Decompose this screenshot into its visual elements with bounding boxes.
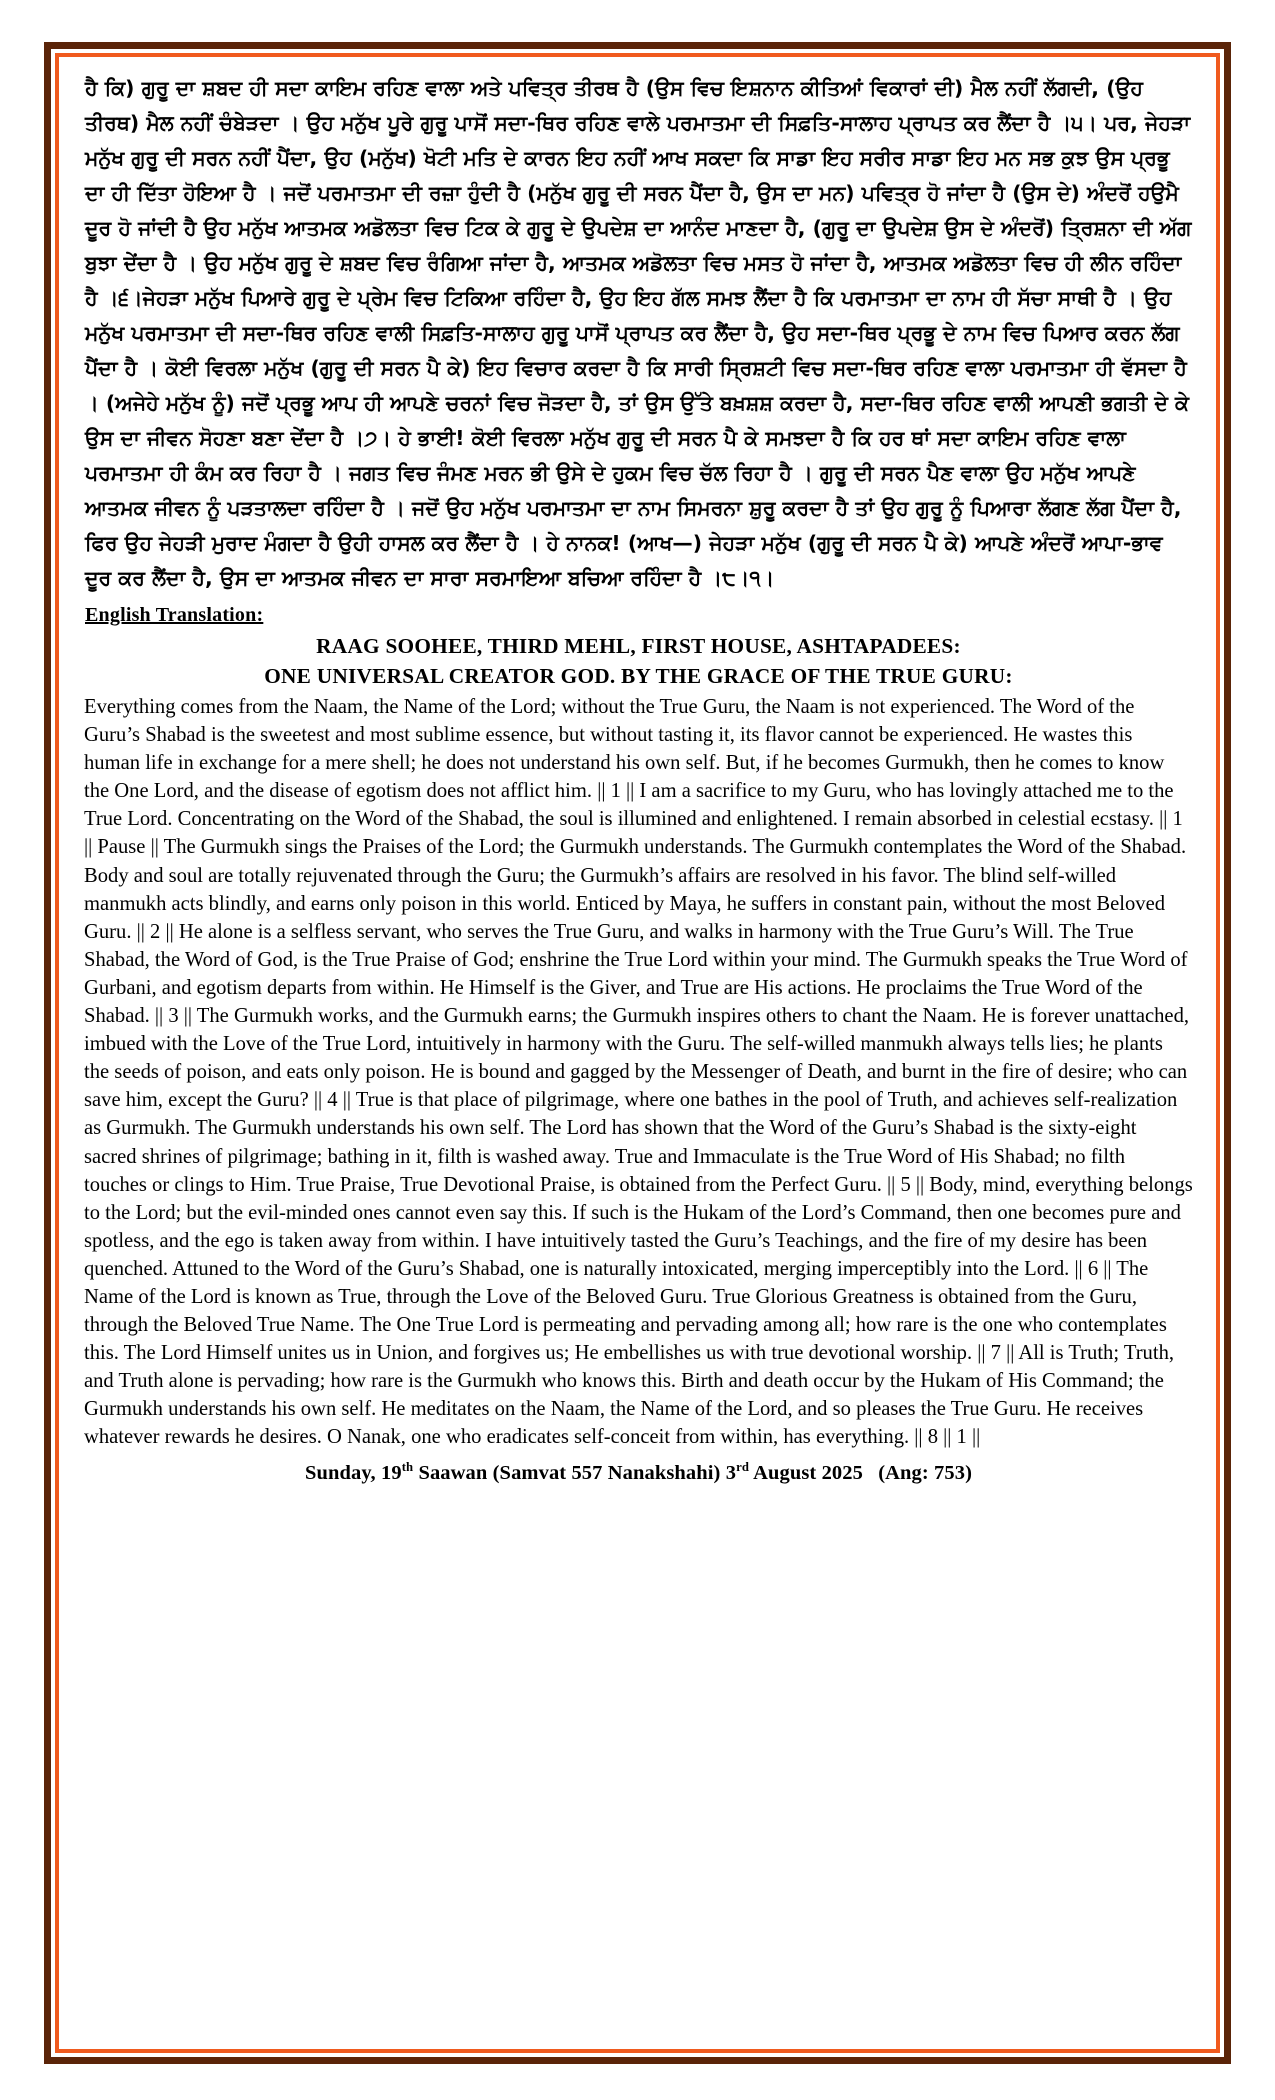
inner-border-frame	[55, 53, 1220, 2053]
outer-border-frame	[44, 42, 1231, 2064]
footer-day-number: 19	[381, 1461, 402, 1484]
page-content	[59, 57, 1216, 2049]
footer-greg-suffix: rd	[736, 1459, 749, 1474]
footer-day-suffix: th	[401, 1459, 414, 1474]
footer-month-samvat: Saawan (Samvat 557 Nanakshahi)	[418, 1461, 721, 1484]
gurmukhi-section	[83, 71, 1194, 596]
footer-weekday: Sunday,	[304, 1461, 376, 1484]
raag-title-line-1: RAAG SOOHEE, THIRD MEHL, FIRST HOUSE, ASHTAPADEES:	[316, 634, 961, 658]
footer-ang: (Ang: 753)	[878, 1461, 973, 1484]
footer-greg-day: 3	[725, 1461, 737, 1484]
gurmukhi-paragraph: ਹੈ ਕਿ) ਗੁਰੂ ਦਾ ਸ਼ਬਦ ਹੀ ਸਦਾ ਕਾਇਮ ਰਹਿਣ ਵਾਲਾ ਅਤੇ ਪਵਿਤ੍ਰ ਤੀਰਥ ਹੈ (ਉਸ ਵਿਚ ਇਸ਼ਨਾਨ ਕੀਤਿਆਂ ਵਿਕਾਰਾਂ ਦੀ) ਮੈਲ ਨਹੀਂ ਲੱਗਦੀ, (ਉਹ ਤੀਰਥ) ਮੈਲ ਨਹੀਂ ਚੰਬੇੜਦਾ । ਉਹ ਮਨੁੱਖ ਪੂਰੇ ਗੁਰੂ ਪਾਸੋਂ ਸਦਾ-ਥਿਰ ਰਹਿਣ ਵਾਲੇ ਪਰਮਾਤਮਾ ਦੀ ਸਿਫ਼ਤਿ-ਸਾਲਾਹ ਪ੍ਰਾਪਤ ਕਰ ਲੈਂਦਾ ਹੈ ।੫। ਪਰ, ਜੇਹੜਾ ਮਨੁੱਖ ਗੁਰੂ ਦੀ ਸਰਨ ਨਹੀਂ ਪੈਂਦਾ, ਉਹ (ਮਨੁੱਖ) ਖੋਟੀ ਮਤਿ ਦੇ ਕਾਰਨ ਇਹ ਨਹੀਂ ਆਖ ਸਕਦਾ ਕਿ ਸਾਡਾ ਇਹ ਸਰੀਰ ਸਾਡਾ ਇਹ ਮਨ ਸਭ ਕੁਝ ਉਸ ਪ੍ਰਭੂ ਦਾ ਹੀ ਦਿੱਤਾ ਹੋਇਆ ਹੈ । ਜਦੋਂ ਪਰਮਾਤਮਾ ਦੀ ਰਜ਼ਾ ਹੁੰਦੀ ਹੈ (ਮਨੁੱਖ ਗੁਰੂ ਦੀ ਸਰਨ ਪੈਂਦਾ ਹੈ, ਉਸ ਦਾ ਮਨ) ਪਵਿਤ੍ਰ ਹੋ ਜਾਂਦਾ ਹੈ (ਉਸ ਦੇ) ਅੰਦਰੋਂ ਹਉਮੈ ਦੂਰ ਹੋ ਜਾਂਦੀ ਹੈ ਉਹ ਮਨੁੱਖ ਆਤਮਕ ਅਡੋਲਤਾ ਵਿਚ ਟਿਕ ਕੇ ਗੁਰੂ ਦੇ ਉਪਦੇਸ਼ ਦਾ ਆਨੰਦ ਮਾਣਦਾ ਹੈ, (ਗੁਰੂ ਦਾ ਉਪਦੇਸ਼ ਉਸ ਦੇ ਅੰਦਰੋਂ) ਤ੍ਰਿਸ਼ਨਾ ਦੀ ਅੱਗ ਬੁਝਾ ਦੇਂਦਾ ਹੈ । ਉਹ ਮਨੁੱਖ ਗੁਰੂ ਦੇ ਸ਼ਬਦ ਵਿਚ ਰੰਗਿਆ ਜਾਂਦਾ ਹੈ, ਆਤਮਕ ਅਡੋਲਤਾ ਵਿਚ ਮਸਤ ਹੋ ਜਾਂਦਾ ਹੈ, ਆਤਮਕ ਅਡੋਲਤਾ ਵਿਚ ਹੀ ਲੀਨ ਰਹਿੰਦਾ ਹੈ ।੬।ਜੇਹੜਾ ਮਨੁੱਖ ਪਿਆਰੇ ਗੁਰੂ ਦੇ ਪ੍ਰੇਮ ਵਿਚ ਟਿਕਿਆ ਰਹਿੰਦਾ ਹੈ, ਉਹ ਇਹ ਗੱਲ ਸਮਝ ਲੈਂਦਾ ਹੈ ਕਿ ਪਰਮਾਤਮਾ ਦਾ ਨਾਮ ਹੀ ਸੱਚਾ ਸਾਥੀ ਹੈ । ਉਹ ਮਨੁੱਖ ਪਰਮਾਤਮਾ ਦੀ ਸਦਾ-ਥਿਰ ਰਹਿਣ ਵਾਲੀ ਸਿਫ਼ਤਿ-ਸਾਲਾਹ ਗੁਰੂ ਪਾਸੋਂ ਪ੍ਰਾਪਤ ਕਰ ਲੈਂਦਾ ਹੈ, ਉਹ ਸਦਾ-ਥਿਰ ਪ੍ਰਭੂ ਦੇ ਨਾਮ ਵਿਚ ਪਿਆਰ ਕਰਨ ਲੱਗ ਪੈਂਦਾ ਹੈ । ਕੋਈ ਵਿਰਲਾ ਮਨੁੱਖ (ਗੁਰੂ ਦੀ ਸਰਨ ਪੈ ਕੇ) ਇਹ ਵਿਚਾਰ ਕਰਦਾ ਹੈ ਕਿ ਸਾਰੀ ਸ੍ਰਿਸ਼ਟੀ ਵਿਚ ਸਦਾ-ਥਿਰ ਰਹਿਣ ਵਾਲਾ ਪਰਮਾਤਮਾ ਹੀ ਵੱਸਦਾ ਹੈ । (ਅਜੇਹੇ ਮਨੁੱਖ ਨੂੰ) ਜਦੋਂ ਪ੍ਰਭੂ ਆਪ ਹੀ ਆਪਣੇ ਚਰਨਾਂ ਵਿਚ ਜੋੜਦਾ ਹੈ, ਤਾਂ ਉਸ ਉੱਤੇ ਬਖ਼ਸ਼ਸ਼ ਕਰਦਾ ਹੈ, ਸਦਾ-ਥਿਰ ਰਹਿਣ ਵਾਲੀ ਆਪਣੀ ਭਗਤੀ ਦੇ ਕੇ ਉਸ ਦਾ ਜੀਵਨ ਸੋਹਣਾ ਬਣਾ ਦੇਂਦਾ ਹੈ ।੭। ਹੇ ਭਾਈ! ਕੋਈ ਵਿਰਲਾ ਮਨੁੱਖ ਗੁਰੂ ਦੀ ਸਰਨ ਪੈ ਕੇ ਸਮਝਦਾ ਹੈ ਕਿ ਹਰ ਥਾਂ ਸਦਾ ਕਾਇਮ ਰਹਿਣ ਵਾਲਾ ਪਰਮਾਤਮਾ ਹੀ ਕੰਮ ਕਰ ਰਿਹਾ ਹੈ । ਜਗਤ ਵਿਚ ਜੰਮਣ ਮਰਨ ਭੀ ਉਸੇ ਦੇ ਹੁਕਮ ਵਿਚ ਚੱਲ ਰਿਹਾ ਹੈ । ਗੁਰੂ ਦੀ ਸਰਨ ਪੈਣ ਵਾਲਾ ਉਹ ਮਨੁੱਖ ਆਪਣੇ ਆਤਮਕ ਜੀਵਨ ਨੂੰ ਪੜਤਾਲਦਾ ਰਹਿੰਦਾ ਹੈ । ਜਦੋਂ ਉਹ ਮਨੁੱਖ ਪਰਮਾਤਮਾ ਦਾ ਨਾਮ ਸਿਮਰਨਾ ਸ਼ੁਰੂ ਕਰਦਾ ਹੈ ਤਾਂ ਉਹ ਗੁਰੂ ਨੂੰ ਪਿਆਰਾ ਲੱਗਣ ਲੱਗ ਪੈਂਦਾ ਹੈ, ਫਿਰ ਉਹ ਜੇਹੜੀ ਮੁਰਾਦ ਮੰਗਦਾ ਹੈ ਉਹੀ ਹਾਸਲ ਕਰ ਲੈਂਦਾ ਹੈ । ਹੇ ਨਾਨਕ! (ਆਖ—) ਜੇਹੜਾ ਮਨੁੱਖ (ਗੁਰੂ ਦੀ ਸਰਨ ਪੈ ਕੇ) ਆਪਣੇ ਅੰਦਰੋਂ ਆਪਾ-ਭਾਵ ਦੂਰ ਕਰ ਲੈਂਦਾ ਹੈ, ਉਸ ਦਾ ਆਤਮਕ ਜੀਵਨ ਦਾ ਸਾਰਾ ਸਰਮਾਇਆ ਬਚਿਆ ਰਹਿੰਦਾ ਹੈ ।੮।੧।	[85, 76, 1192, 590]
english-body-paragraph: Everything comes from the Naam, the Name of the Lord; without the True Guru, the Naam is not experienced. The Word of the Guru’s Shabad is the sweetest and most sublime essence, but without tasting it, its flavor cannot be experienced. He wastes this human life in exchange for a mere shell; he does not understand his own self. But, if he becomes Gurmukh, then he comes to know the One Lord, and the disease of egotism does not afflict him. || 1 || I am a sacrifice to my Guru, who has lovingly attached me to the True Lord. Concentrating on the Word of the Shabad, the soul is illumined and enlightened. I remain absorbed in celestial ecstasy. || 1 || Pause || The Gurmukh sings the Praises of the Lord; the Gurmukh understands. The Gurmukh contemplates the Word of the Shabad. Body and soul are totally rejuvenated through the Guru; the Gurmukh’s affairs are resolved in his favor. The blind self-willed manmukh acts blindly, and earns only poison in this world. Enticed by Maya, he suffers in constant pain, without the most Beloved Guru. || 2 || He alone is a selfless servant, who serves the True Guru, and walks in harmony with the True Guru’s Will. The True Shabad, the Word of God, is the True Praise of God; enshrine the True Lord within your mind. The Gurmukh speaks the True Word of Gurbani, and egotism departs from within. He Himself is the Giver, and True are His actions. He proclaims the True Word of the Shabad. || 3 || The Gurmukh works, and the Gurmukh earns; the Gurmukh inspires others to chant the Naam. He is forever unattached, imbued with the Love of the True Lord, intuitively in harmony with the Guru. The self-willed manmukh always tells lies; he plants the seeds of poison, and eats only poison. He is bound and gagged by the Messenger of Death, and burnt in the fire of desire; who can save him, except the Guru? || 4 || True is that place of pilgrimage, where one bathes in the pool of Truth, and achieves self-realization as Gurmukh. The Gurmukh understands his own self. The Lord has shown that the Word of the Guru’s Shabad is the sixty-eight sacred shrines of pilgrimage; bathing in it, filth is washed away. True and Immaculate is the True Word of His Shabad; no filth touches or clings to Him. True Praise, True Devotional Praise, is obtained from the Perfect Guru. || 5 || Body, mind, everything belongs to the Lord; but the evil-minded ones cannot even say this. If such is the Hukam of the Lord’s Command, then one becomes pure and spotless, and the ego is taken away from within. I have intuitively tasted the Guru’s Teachings, and the fire of my desire has been quenched. Attuned to the Word of the Guru’s Shabad, one is naturally intoxicated, merging imperceptibly into the Lord. || 6 || The Name of the Lord is known as True, through the Love of the Beloved Guru. True Glorious Greatness is obtained from the Guru, through the Beloved True Name. The One True Lord is permeating and pervading among all; how rare is the one who contemplates this. The Lord Himself unites us in Union, and forgives us; He embellishes us with true devotional worship. || 7 || All is Truth; Truth, and Truth alone is pervading; how rare is the Gurmukh who knows this. Birth and death occur by the Hukam of His Command; the Gurmukh understands his own self. He meditates on the Naam, the Name of the Lord, and so pleases the True Guru. He receives whatever rewards he desires. O Nanak, one who eradicates self-conceit from within, has everything. || 8 || 1 ||	[84, 696, 1193, 1449]
english-translation-label: English Translation:	[85, 604, 264, 626]
english-translation-label-wrap	[83, 598, 1194, 630]
footer-greg-rest: August 2025	[753, 1461, 863, 1484]
english-translation-body	[83, 693, 1194, 1452]
footer-date-line	[83, 1459, 1194, 1485]
raag-title-line-2: ONE UNIVERSAL CREATOR GOD. BY THE GRACE OF THE TRUE GURU:	[264, 664, 1013, 688]
